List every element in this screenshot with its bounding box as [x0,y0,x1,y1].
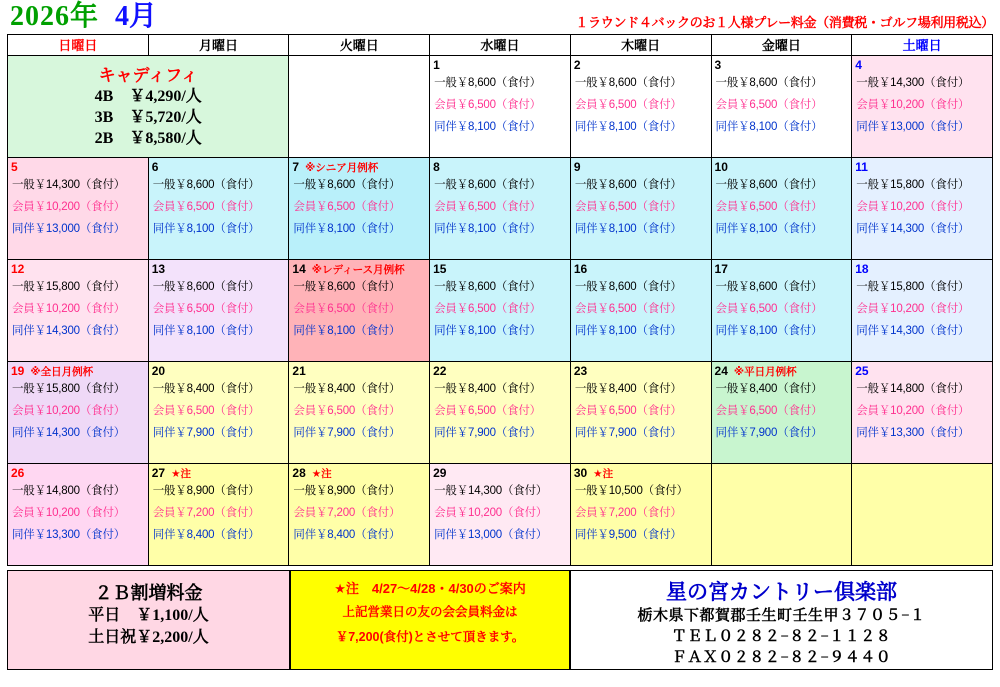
price-member: 会員￥6,500（食付） [434,303,541,315]
day-number: 10 [714,160,728,174]
calendar-day-cell [570,464,711,566]
price-member: 会員￥6,500（食付） [152,303,260,315]
price-member: 会員￥6,500（食付） [715,405,823,417]
day-price-list [8,278,148,338]
price-member: 会員￥6,500（食付） [715,201,823,213]
price-general: 一般￥8,600（食付） [434,281,541,293]
price-companion: 同伴￥8,100（食付） [293,223,401,235]
price-general: 一般￥15,800（食付） [12,383,126,395]
day-header [8,362,148,380]
price-member: 会員￥6,500（食付） [293,201,401,213]
price-companion: 同伴￥8,400（食付） [293,529,401,541]
price-general: 一般￥8,600（食付） [715,77,823,89]
day-price-list [8,176,148,236]
price-member: 会員￥6,500（食付） [574,201,682,213]
day-header [149,362,289,380]
club-tel: ＴＥＬ０２８２−８２−１１２８ [671,629,892,645]
calendar-week-row [8,158,993,260]
day-event-label: ※全日月例杯 [30,366,94,378]
day-header [852,362,992,380]
price-general: 一般￥15,800（食付） [12,281,126,293]
price-member: 会員￥6,500（食付） [293,303,401,315]
day-header [712,56,852,74]
price-general: 一般￥8,600（食付） [152,281,260,293]
day-header [571,362,711,380]
day-price-list [712,74,852,134]
price-general: 一般￥8,400（食付） [715,383,823,395]
day-header [852,260,992,278]
year-label: 2026年 [10,1,100,32]
surcharge-box [7,570,290,670]
calendar-day-cell [148,464,289,566]
price-calendar [7,34,993,566]
price-companion: 同伴￥8,100（食付） [293,325,401,337]
price-member: 会員￥10,200（食付） [12,201,126,213]
price-general: 一般￥15,800（食付） [856,281,970,293]
day-header [289,464,429,482]
price-companion: 同伴￥7,900（食付） [574,427,682,439]
surcharge-weekend: 土日祝￥2,200/人 [88,629,209,646]
price-general: 一般￥8,600（食付） [574,179,682,191]
day-number: 21 [292,364,306,378]
calendar-day-cell [852,362,993,464]
calendar-day-cell [148,158,289,260]
day-number: 4 [855,58,862,72]
price-member: 会員￥7,200（食付） [293,507,401,519]
day-price-list [289,380,429,440]
calendar-day-cell [430,56,571,158]
day-price-list [712,380,852,440]
day-number: 1 [433,58,440,72]
price-notice: １ラウンド４バックのお１人様プレー料金（消費税・ゴルフ場利用税込） [575,15,994,30]
day-number: 18 [855,262,869,276]
day-number: 11 [855,160,868,174]
day-header [289,158,429,176]
price-general: 一般￥8,600（食付） [715,281,823,293]
price-general: 一般￥8,600（食付） [152,179,260,191]
caddy-fee-line-3: 2B ￥8,580/人 [94,130,202,147]
price-general: 一般￥14,800（食付） [12,485,126,497]
caddy-fee-line-1: 4B ￥4,290/人 [94,88,202,105]
day-price-list [852,74,992,134]
calendar-day-cell [852,56,993,158]
day-price-list [8,482,148,542]
day-number: 8 [433,160,440,174]
price-companion: 同伴￥7,900（食付） [293,427,401,439]
calendar-day-cell [570,56,711,158]
day-number: 27 [151,466,166,480]
caddy-fee-line-2: 3B ￥5,720/人 [94,109,202,126]
calendar-body [8,56,993,566]
price-companion: 同伴￥14,300（食付） [856,223,970,235]
calendar-empty-cell [711,464,852,566]
day-price-list [712,176,852,236]
price-general: 一般￥8,600（食付） [574,281,682,293]
price-member: 会員￥6,500（食付） [434,405,541,417]
price-companion: 同伴￥8,100（食付） [434,325,541,337]
price-companion: 同伴￥8,100（食付） [574,223,682,235]
day-header [289,362,429,380]
weekday-header-sat: 土曜日 [852,35,993,56]
price-general: 一般￥8,600（食付） [293,281,401,293]
calendar-week-row [8,56,993,158]
calendar-day-cell [852,158,993,260]
day-number: 2 [573,58,581,72]
calendar-day-cell [289,260,430,362]
calendar-day-cell [289,464,430,566]
day-header [289,260,429,278]
day-number: 29 [433,466,447,480]
day-price-list [430,482,570,542]
price-companion: 同伴￥14,300（食付） [12,427,126,439]
day-header [571,464,711,482]
calendar-day-cell [711,260,852,362]
price-member: 会員￥10,200（食付） [434,507,548,519]
calendar-day-cell [430,362,571,464]
day-price-list [571,176,711,236]
day-price-list [712,278,852,338]
price-member: 会員￥6,500（食付） [574,303,682,315]
day-header [852,56,992,74]
price-general: 一般￥8,400（食付） [574,383,682,395]
day-header [571,56,711,74]
calendar-day-cell [711,56,852,158]
day-number: 30 [573,466,588,480]
price-companion: 同伴￥7,900（食付） [152,427,260,439]
price-member: 会員￥10,200（食付） [856,405,970,417]
day-header [149,260,289,278]
calendar-day-cell [289,158,430,260]
price-general: 一般￥8,900（食付） [152,485,260,497]
price-general: 一般￥14,300（食付） [434,485,548,497]
day-header [8,464,148,482]
day-event-label: ※レディース月例杯 [311,264,405,276]
day-price-list [571,278,711,338]
day-number: 26 [11,466,25,480]
day-price-list [430,278,570,338]
price-general: 一般￥8,600（食付） [293,179,401,191]
price-member: 会員￥7,200（食付） [152,507,260,519]
calendar-day-cell [570,362,711,464]
price-companion: 同伴￥8,100（食付） [434,121,541,133]
price-companion: 同伴￥7,900（食付） [715,427,823,439]
day-header [149,464,289,482]
day-number: 5 [11,160,18,174]
day-number: 9 [573,160,581,174]
calendar-day-cell [8,464,149,566]
price-companion: 同伴￥13,000（食付） [856,121,970,133]
day-header [430,362,570,380]
day-number: 14 [292,262,306,276]
day-header [571,260,711,278]
note-title: ★注 4/27～4/28・4/30のご案内 [334,581,526,596]
calendar-day-cell [148,260,289,362]
day-price-list [571,482,711,542]
price-general: 一般￥14,300（食付） [12,179,126,191]
day-header [430,56,570,74]
day-event-label: ※平日月例杯 [733,366,797,378]
day-number: 19 [11,364,25,378]
calendar-empty-cell [852,464,993,566]
price-general: 一般￥8,600（食付） [434,77,541,89]
price-companion: 同伴￥8,400（食付） [152,529,260,541]
day-number: 15 [433,262,447,276]
price-companion: 同伴￥8,100（食付） [715,223,823,235]
day-price-list [149,176,289,236]
price-general: 一般￥8,900（食付） [293,485,401,497]
day-price-list [430,176,570,236]
calendar-day-cell [711,158,852,260]
note-line-2: ￥7,200(食付)とさせて頂きます。 [335,630,525,644]
day-number: 7 [292,160,300,174]
price-general: 一般￥14,800（食付） [856,383,970,395]
day-header [430,158,570,176]
day-header [430,260,570,278]
day-number: 16 [573,262,588,276]
price-member: 会員￥6,500（食付） [152,405,260,417]
day-number: 22 [433,364,447,378]
day-event-label: ★注 [311,468,332,480]
calendar-day-cell [430,464,571,566]
price-member: 会員￥6,500（食付） [434,99,541,111]
price-companion: 同伴￥13,000（食付） [12,223,126,235]
caddy-fee-title: キャディフィ [98,66,198,85]
club-name: 星の宮カントリー倶楽部 [666,580,897,604]
day-price-list [149,380,289,440]
day-number: 12 [11,262,25,276]
day-event-label: ★注 [171,468,191,480]
day-header [712,260,852,278]
price-companion: 同伴￥8,100（食付） [152,325,260,337]
price-member: 会員￥6,500（食付） [293,405,401,417]
day-price-list [852,278,992,338]
weekday-header-tue: 火曜日 [289,35,430,56]
price-member: 会員￥7,200（食付） [574,507,682,519]
calendar-day-cell [852,260,993,362]
month-label: 4月 [115,1,158,32]
calendar-day-cell [8,260,149,362]
day-price-list [289,176,429,236]
calendar-day-cell [8,362,149,464]
day-number: 3 [714,58,722,72]
day-price-list [430,74,570,134]
day-price-list [852,380,992,440]
day-header [712,158,852,176]
price-companion: 同伴￥14,300（食付） [12,325,126,337]
club-fax: ＦＡＸ０２８２−８２−９４４０ [671,650,892,666]
day-number: 13 [151,262,166,276]
price-general: 一般￥8,600（食付） [715,179,823,191]
surcharge-title: ２Ｂ割増料金 [94,583,203,603]
weekday-header-fri: 金曜日 [711,35,852,56]
day-event-label: ※シニア月例杯 [305,162,379,174]
price-member: 会員￥6,500（食付） [434,201,541,213]
price-general: 一般￥8,600（食付） [434,179,541,191]
price-companion: 同伴￥9,500（食付） [574,529,682,541]
day-number: 24 [714,364,728,378]
calendar-day-cell [430,158,571,260]
weekday-header-wed: 水曜日 [430,35,571,56]
day-event-label: ★注 [593,468,614,480]
note-box [290,570,570,670]
footer [7,570,993,670]
price-general: 一般￥15,800（食付） [856,179,970,191]
day-price-list [289,482,429,542]
calendar-empty-cell [289,56,430,158]
price-member: 会員￥6,500（食付） [152,201,260,213]
price-companion: 同伴￥8,100（食付） [152,223,260,235]
calendar-day-cell [570,158,711,260]
day-price-list [852,176,992,236]
day-price-list [430,380,570,440]
price-companion: 同伴￥13,300（食付） [856,427,970,439]
price-member: 会員￥6,500（食付） [574,405,682,417]
club-address: 栃木県下都賀郡壬生町壬生甲３７０５−１ [637,608,926,624]
note-line-1: 上記営業日の友の会会員料金は [342,605,518,619]
calendar-day-cell [430,260,571,362]
price-companion: 同伴￥7,900（食付） [434,427,541,439]
price-companion: 同伴￥13,000（食付） [434,529,548,541]
price-general: 一般￥10,500（食付） [574,485,688,497]
price-companion: 同伴￥8,100（食付） [574,121,682,133]
price-companion: 同伴￥14,300（食付） [856,325,970,337]
day-header [571,158,711,176]
price-member: 会員￥10,200（食付） [856,303,970,315]
day-number: 20 [151,364,166,378]
price-companion: 同伴￥8,100（食付） [715,325,823,337]
day-header [8,158,148,176]
price-member: 会員￥6,500（食付） [715,303,823,315]
club-info-box [570,570,993,670]
day-price-list [571,74,711,134]
calendar-week-row [8,260,993,362]
day-header [149,158,289,176]
day-number: 6 [151,160,159,174]
price-general: 一般￥8,400（食付） [434,383,541,395]
day-number: 25 [855,364,869,378]
day-number: 28 [292,466,306,480]
price-companion: 同伴￥13,300（食付） [12,529,126,541]
day-header [8,260,148,278]
price-member: 会員￥10,200（食付） [12,405,126,417]
price-companion: 同伴￥8,100（食付） [574,325,682,337]
page-header [0,0,1000,34]
caddy-fee-block [8,56,289,158]
price-general: 一般￥8,400（食付） [152,383,260,395]
calendar-day-cell [8,158,149,260]
day-price-list [149,482,289,542]
calendar-week-row [8,362,993,464]
weekday-header-row [8,35,993,56]
calendar-day-cell [148,362,289,464]
weekday-header-mon: 月曜日 [148,35,289,56]
calendar-day-cell [711,362,852,464]
day-header [852,158,992,176]
price-general: 一般￥14,300（食付） [856,77,970,89]
price-companion: 同伴￥8,100（食付） [434,223,541,235]
weekday-header-thu: 木曜日 [570,35,711,56]
day-price-list [8,380,148,440]
price-member: 会員￥10,200（食付） [12,303,126,315]
calendar-day-cell [570,260,711,362]
day-number: 17 [714,262,728,276]
price-general: 一般￥8,400（食付） [293,383,401,395]
price-member: 会員￥6,500（食付） [574,99,682,111]
price-member: 会員￥10,200（食付） [856,99,970,111]
price-general: 一般￥8,600（食付） [574,77,682,89]
day-number: 23 [573,364,588,378]
calendar-week-row [8,464,993,566]
day-price-list [149,278,289,338]
day-price-list [571,380,711,440]
day-header [430,464,570,482]
day-header [712,362,852,380]
calendar-day-cell [289,362,430,464]
price-companion: 同伴￥8,100（食付） [715,121,823,133]
price-member: 会員￥6,500（食付） [715,99,823,111]
day-price-list [289,278,429,338]
price-member: 会員￥10,200（食付） [856,201,970,213]
surcharge-weekday: 平日 ￥1,100/人 [88,607,209,624]
price-member: 会員￥10,200（食付） [12,507,126,519]
weekday-header-sun: 日曜日 [8,35,149,56]
